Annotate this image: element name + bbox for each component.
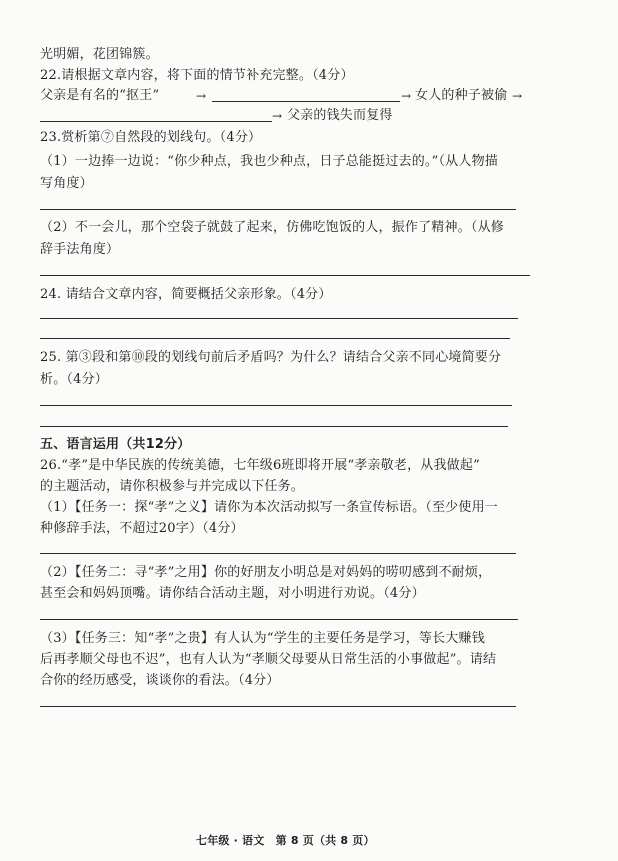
q23-part2-line1: （2）不一会儿，那个空袋子就鼓了起来，仿佛吃饱饭的人，振作了精神。（从修: [40, 220, 504, 235]
q24-stem: 24. 请结合文章内容，简要概括父亲形象。（4分）: [40, 287, 332, 302]
q26-line2: 的主题活动，请你积极参与并完成以下任务。: [40, 479, 305, 494]
q25-line2: 析。（4分）: [40, 372, 108, 387]
q26-task1-answer-line[interactable]: [40, 553, 516, 554]
q24-answer-line-1[interactable]: [40, 318, 518, 319]
q26-task3-line2: 后再孝顺父母也不迟”，也有人认为“孝顺父母要从日常生活的小事做起”。请结: [40, 652, 497, 667]
arrow-icon: →: [272, 109, 283, 123]
q25-answer-line-2[interactable]: [40, 426, 508, 427]
q26-task2-line2: 甚至会和妈妈顶嘴。请你结合活动主题，对小明进行劝说。（4分）: [40, 586, 425, 601]
q26-task3-line3: 合你的经历感受，谈谈你的看法。（4分）: [40, 673, 280, 688]
q26-task2-answer-line[interactable]: [40, 619, 518, 620]
section-five-title: 五、语言运用（共12分）: [40, 437, 191, 452]
q26-task1-line2: 种修辞手法，不超过20字）（4分）: [40, 521, 244, 536]
q25-answer-line-1[interactable]: [40, 405, 512, 406]
arrow-icon: →: [196, 89, 207, 103]
q26-task1-line1: （1）【任务一：探“孝”之义】请你为本次活动拟写一条宣传标语。（至少使用一: [40, 500, 498, 515]
q23-part1-line2: 写角度）: [40, 176, 93, 191]
q22-chain-middle: 女人的种子被偷: [415, 88, 508, 103]
q22-chain-start: 父亲是有名的“抠王”: [40, 88, 160, 103]
q22-stem: 22.请根据文章内容，将下面的情节补充完整。（4分）: [40, 68, 354, 83]
q23-stem: 23.赏析第⑦自然段的划线句。（4分）: [40, 130, 262, 145]
arrow-icon: →: [512, 89, 523, 103]
q23-answer-line-1[interactable]: [40, 209, 516, 210]
q23-answer-line-2[interactable]: [40, 275, 530, 276]
q26-task3-answer-line[interactable]: [40, 706, 516, 707]
q22-blank-1[interactable]: [212, 101, 400, 102]
q25-line1: 25. 第③段和第⑩段的划线句前后矛盾吗？为什么？请结合父亲不同心境简要分: [40, 350, 502, 365]
q23-part1-line1: （1）一边捧一边说：“你少种点，我也少种点，日子总能挺过去的。”（从人物描: [40, 154, 498, 169]
q22-chain-end: 父亲的钱失而复得: [287, 108, 393, 123]
continued-text: 光明媚，花团锦簇。: [40, 47, 159, 62]
arrow-icon: →: [401, 89, 412, 103]
q24-answer-line-2[interactable]: [40, 338, 510, 339]
q22-blank-2[interactable]: [40, 121, 272, 122]
q26-line1: 26.“孝”是中华民族的传统美德，七年级6班即将开展“孝亲敬老，从我做起”: [40, 458, 480, 473]
q26-task3-line1: （3）【任务三：知“孝”之贵】有人认为“学生的主要任务是学习，等长大赚钱: [40, 631, 485, 646]
q23-part2-line2: 辞手法角度）: [40, 242, 120, 257]
q26-task2-line1: （2）【任务二：寻“孝”之用】你的好朋友小明总是对妈妈的唠叨感到不耐烦，: [40, 565, 492, 580]
page-footer: 七年级 · 语文 第 8 页（共 8 页）: [196, 834, 375, 847]
